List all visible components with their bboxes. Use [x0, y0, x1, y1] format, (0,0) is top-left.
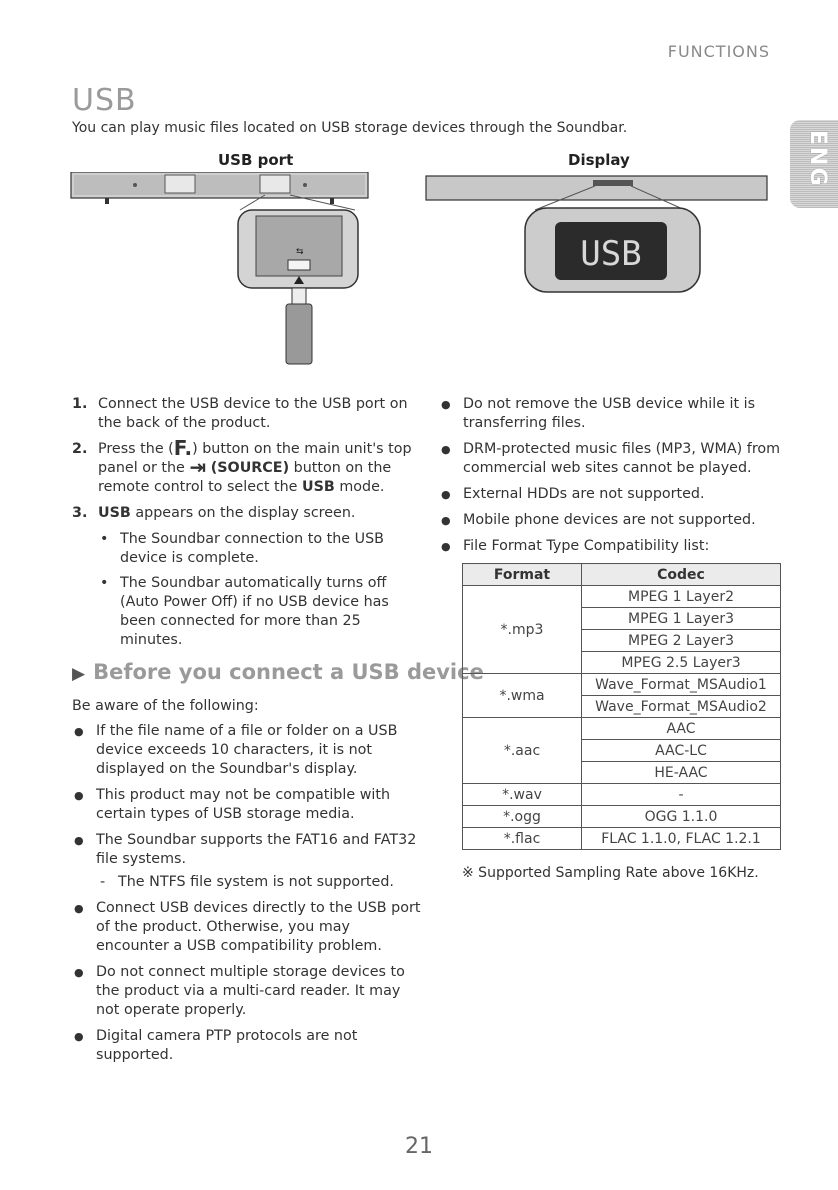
usb-port-illustration [70, 172, 370, 367]
steps-list [72, 395, 416, 656]
language-tab [790, 120, 838, 208]
page-number: 21 [405, 1134, 433, 1159]
aware-text: Be aware of the following: [72, 698, 259, 714]
bullet-icon: ● [74, 902, 84, 915]
usb-port-label: USB port [218, 151, 294, 169]
bullet-icon: ● [441, 443, 451, 456]
section-header: FUNCTIONS [667, 42, 770, 61]
format-compatibility-table [462, 563, 781, 850]
codec-cell: Wave_Format_MSAudio1 [582, 674, 781, 696]
usb-mode-label: USB [302, 479, 335, 495]
step-3 [72, 504, 416, 523]
format-cell: *.aac [463, 718, 582, 784]
format-cell: *.flac [463, 828, 582, 850]
list-item: ● External HDDs are not supported. [441, 486, 705, 502]
function-button-icon: F. [173, 436, 193, 460]
intro-text: You can play music files located on USB storage devices through the Soundbar. [72, 120, 628, 136]
table-row [463, 718, 781, 740]
step-2 [72, 436, 416, 497]
usb-label: USB [98, 505, 131, 521]
codec-cell: MPEG 1 Layer2 [582, 586, 781, 608]
codec-cell: MPEG 1 Layer3 [582, 608, 781, 630]
footnote: ※ Supported Sampling Rate above 16KHz. [462, 865, 759, 881]
list-item: ● Do not connect multiple storage devices to the product via a multi-card reader. It may not operate properly. [74, 964, 405, 1018]
codec-cell: FLAC 1.1.0, FLAC 1.2.1 [582, 828, 781, 850]
table-row [463, 806, 781, 828]
format-cell: *.mp3 [463, 586, 582, 674]
format-cell: *.ogg [463, 806, 582, 828]
language-label: ENG [805, 130, 830, 188]
codec-cell: HE-AAC [582, 762, 781, 784]
page-title: USB [72, 83, 137, 118]
codec-cell: AAC [582, 718, 781, 740]
list-sub-item: - The NTFS file system is not supported. [100, 874, 394, 890]
step-1 [72, 395, 416, 433]
bullet-icon: ● [74, 966, 84, 979]
codec-header: Codec [582, 564, 781, 586]
step-number: 1. [72, 396, 88, 412]
list-item: ● Connect USB devices directly to the USB port of the product. Otherwise, you may encounter a USB compatibility problem. [74, 900, 421, 954]
source-label: (SOURCE) [210, 460, 290, 476]
bullet-icon: ● [74, 725, 84, 738]
step-number: 2. [72, 441, 88, 457]
bullet-icon: ● [74, 834, 84, 847]
table-header-row [463, 564, 781, 586]
format-cell: *.wma [463, 674, 582, 718]
step-number: 3. [72, 505, 88, 521]
step3-sub-item: • The Soundbar automatically turns off (Auto Power Off) if no USB device has been connected for more than 25 minutes. [100, 575, 389, 648]
display-label: Display [568, 151, 630, 169]
table-row [463, 586, 781, 608]
triangle-icon: ▶ [72, 664, 86, 684]
notes-list [441, 395, 783, 563]
codec-cell: MPEG 2 Layer3 [582, 630, 781, 652]
table-row [463, 674, 781, 696]
bullet-icon: ● [74, 789, 84, 802]
codec-cell: OGG 1.1.0 [582, 806, 781, 828]
bullet-icon: ● [74, 1030, 84, 1043]
format-cell: *.wav [463, 784, 582, 806]
step-text: Connect the USB device to the USB port on the back of the product. [98, 396, 408, 431]
step-text: mode. [339, 479, 385, 495]
list-item: ● Mobile phone devices are not supported. [441, 512, 756, 528]
step-text: ) button on the main unit's top panel or the [98, 441, 412, 476]
list-item: ● The Soundbar supports the FAT16 and FAT32 file systems. [74, 832, 417, 867]
table-row [463, 828, 781, 850]
list-item: ● Do not remove the USB device while it is transferring files. [441, 396, 756, 431]
list-item: ● Digital camera PTP protocols are not supported. [74, 1028, 358, 1063]
step-text: Press the ( [98, 441, 174, 457]
bullet-icon: ● [441, 398, 451, 411]
source-button-icon: ⇥ [189, 455, 207, 479]
list-item: ● If the file name of a file or folder on a USB device exceeds 10 characters, it is not displayed on the Soundbar's display. [74, 723, 398, 777]
codec-cell: AAC-LC [582, 740, 781, 762]
step-text: button on the remote control to select the [98, 460, 392, 495]
svg-text:⇆: ⇆ [296, 247, 304, 257]
codec-cell: MPEG 2.5 Layer3 [582, 652, 781, 674]
format-header: Format [463, 564, 582, 586]
list-item: ● This product may not be compatible with certain types of USB storage media. [74, 787, 391, 822]
list-item: ● File Format Type Compatibility list: [441, 538, 710, 554]
precautions-list [74, 722, 421, 1072]
codec-cell: - [582, 784, 781, 806]
bullet-icon: ● [441, 514, 451, 527]
bullet-icon: ● [441, 540, 451, 553]
display-illustration [425, 172, 770, 297]
codec-cell: Wave_Format_MSAudio2 [582, 696, 781, 718]
step3-sub-item: • The Soundbar connection to the USB device is complete. [100, 531, 384, 566]
display-usb-text: USB [580, 234, 642, 274]
list-item: ● DRM-protected music files (MP3, WMA) from commercial web sites cannot be played. [441, 441, 781, 476]
table-row [463, 784, 781, 806]
bullet-icon: ● [441, 488, 451, 501]
step-text: appears on the display screen. [135, 505, 356, 521]
before-heading: ▶ Before you connect a USB device [72, 660, 484, 684]
